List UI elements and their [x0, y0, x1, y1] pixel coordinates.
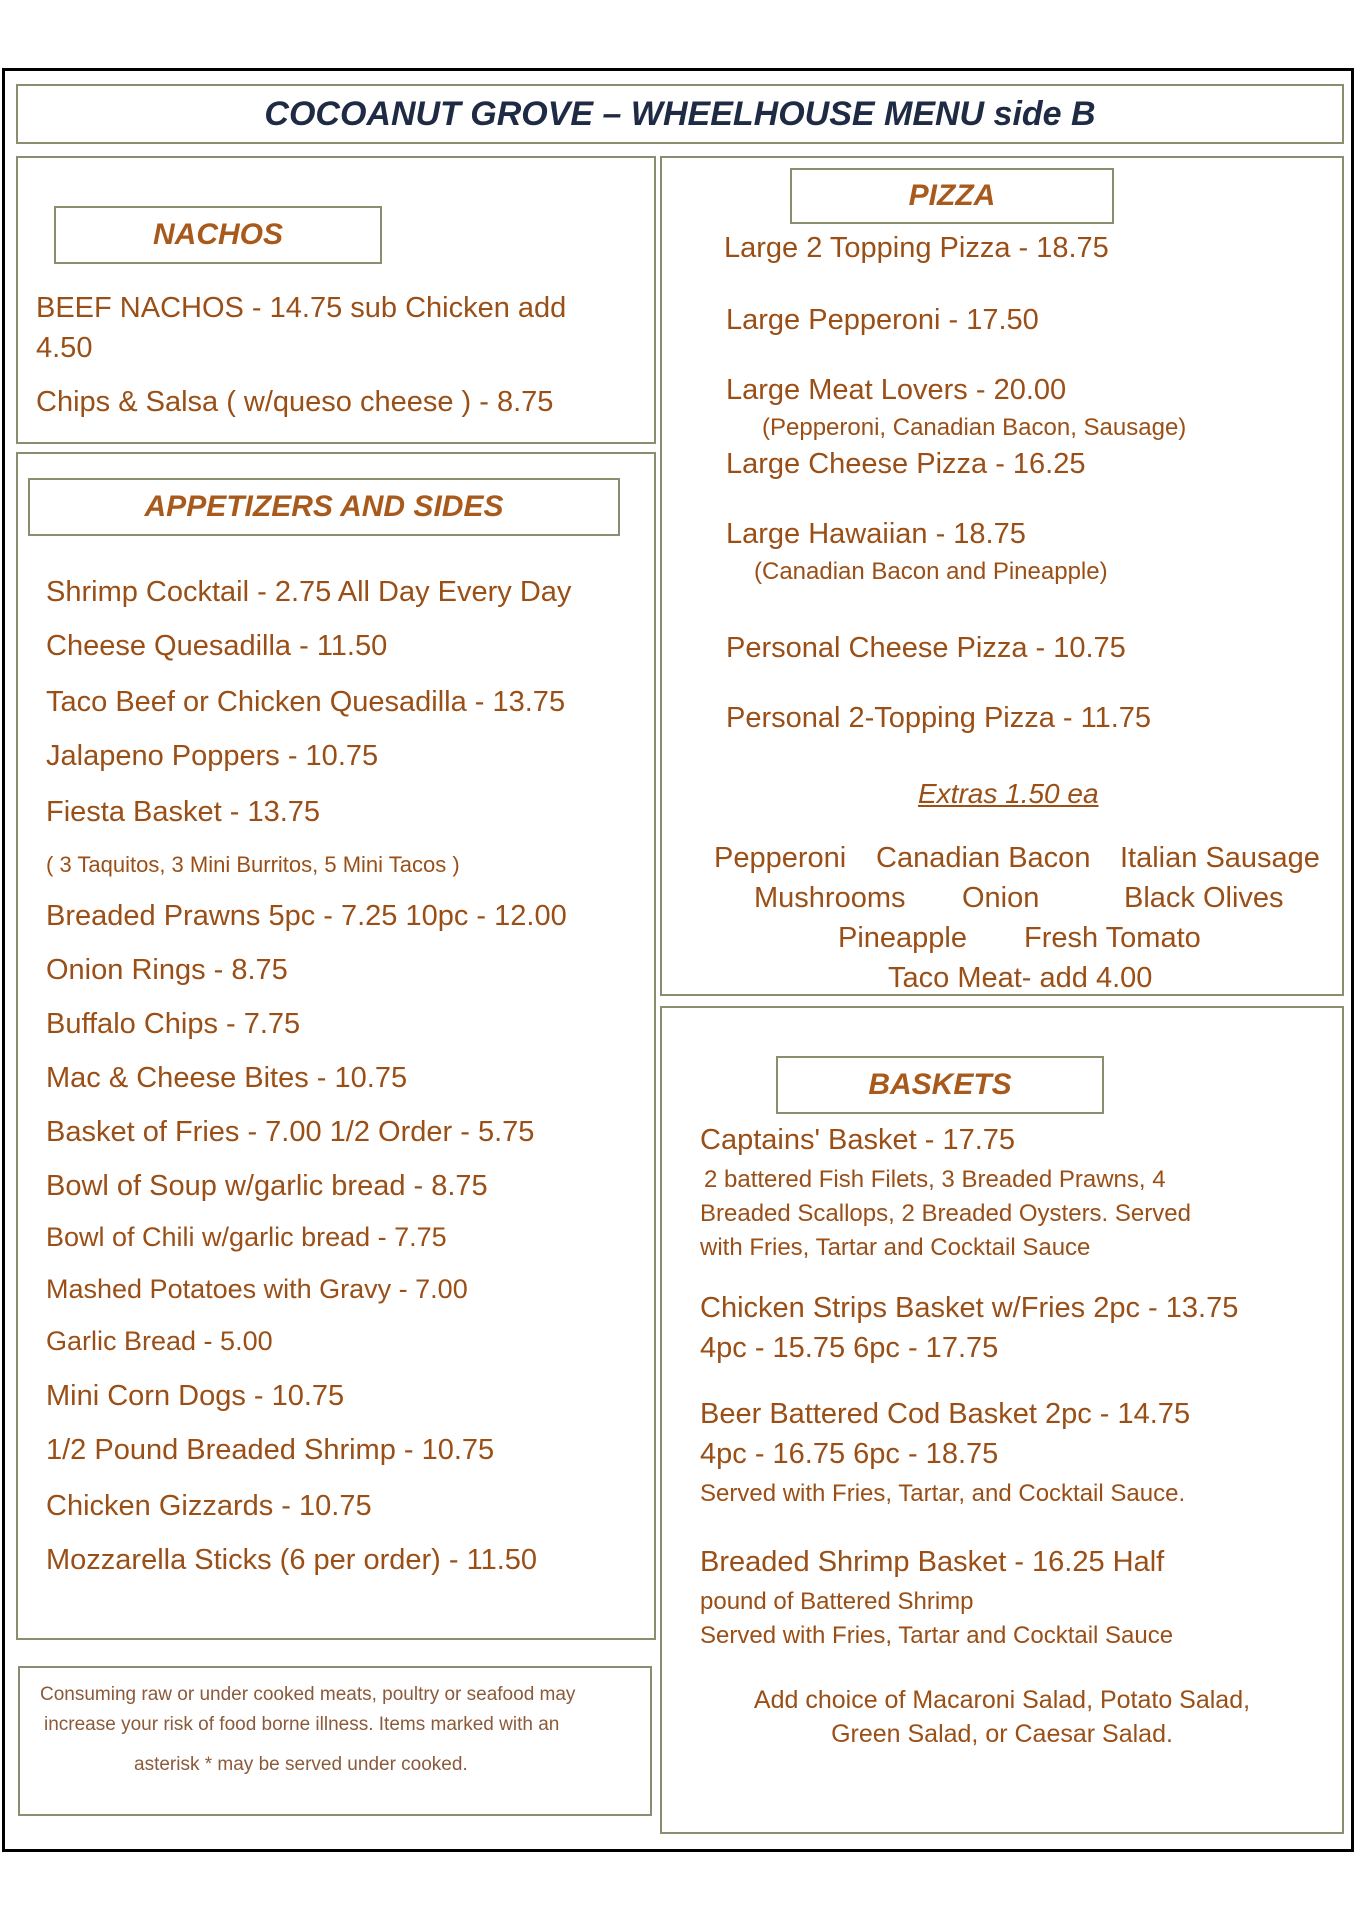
notice-line: asterisk * may be served under cooked.	[134, 1754, 468, 1775]
pizza-item-detail: (Pepperoni, Canadian Bacon, Sausage)	[762, 414, 1187, 441]
appetizer-item: Mozzarella Sticks (6 per order) - 11.50	[46, 1544, 538, 1576]
basket-item: 4pc - 16.75 6pc - 18.75	[700, 1438, 999, 1470]
appetizer-item: Buffalo Chips - 7.75	[46, 1008, 301, 1040]
basket-item-detail: pound of Battered Shrimp	[700, 1588, 974, 1615]
appetizer-item: Mashed Potatoes with Gravy - 7.00	[46, 1274, 468, 1304]
appetizer-item: Mini Corn Dogs - 10.75	[46, 1380, 345, 1412]
pizza-item: Large 2 Topping Pizza - 18.75	[724, 232, 1109, 264]
pizza-item: Personal 2-Topping Pizza - 11.75	[726, 702, 1152, 734]
salad-choice-note: Green Salad, or Caesar Salad.	[831, 1720, 1173, 1748]
appetizer-item: Chicken Gizzards - 10.75	[46, 1490, 372, 1522]
appetizer-item: Onion Rings - 8.75	[46, 954, 288, 986]
basket-item: Captains' Basket - 17.75	[700, 1124, 1016, 1156]
basket-item-detail: Served with Fries, Tartar, and Cocktail Sauce.	[700, 1480, 1186, 1507]
appetizer-item: Bowl of Chili w/garlic bread - 7.75	[46, 1222, 447, 1252]
appetizer-item: Breaded Prawns 5pc - 7.25 10pc - 12.00	[46, 900, 567, 932]
topping: Taco Meat- add 4.00	[888, 962, 1153, 994]
pizza-item: Large Hawaiian - 18.75	[726, 518, 1026, 550]
appetizer-item: Shrimp Cocktail - 2.75 All Day Every Day	[46, 576, 572, 608]
beef-nachos-item-cont: 4.50	[36, 332, 93, 364]
topping: Black Olives	[1124, 882, 1284, 914]
topping: Canadian Bacon	[876, 842, 1091, 874]
topping: Italian Sausage	[1120, 842, 1320, 874]
basket-item: Chicken Strips Basket w/Fries 2pc - 13.75	[700, 1292, 1239, 1324]
appetizer-item: 1/2 Pound Breaded Shrimp - 10.75	[46, 1434, 495, 1466]
beef-nachos-item: BEEF NACHOS - 14.75 sub Chicken add	[36, 292, 567, 324]
pizza-item: Personal Cheese Pizza - 10.75	[726, 632, 1126, 664]
pizza-extras-label: Extras 1.50 ea	[918, 778, 1099, 809]
pizza-item: Large Pepperoni - 17.50	[726, 304, 1039, 336]
appetizer-item-detail: ( 3 Taquitos, 3 Mini Burritos, 5 Mini Tacos )	[46, 852, 460, 877]
appetizer-item: Taco Beef or Chicken Quesadilla - 13.75	[46, 686, 566, 718]
topping: Pineapple	[838, 922, 967, 954]
appetizer-item: Cheese Quesadilla - 11.50	[46, 630, 388, 662]
topping: Onion	[962, 882, 1040, 914]
menu-title: COCOANUT GROVE – WHEELHOUSE MENU side B	[16, 84, 1344, 144]
chips-salsa-item: Chips & Salsa ( w/queso cheese ) - 8.75	[36, 386, 554, 418]
basket-item: Breaded Shrimp Basket - 16.25 Half	[700, 1546, 1165, 1578]
pizza-item: Large Meat Lovers - 20.00	[726, 374, 1067, 406]
basket-item-detail: Served with Fries, Tartar and Cocktail Sauce	[700, 1622, 1174, 1649]
topping: Mushrooms	[754, 882, 906, 914]
basket-item-detail: with Fries, Tartar and Cocktail Sauce	[700, 1234, 1091, 1261]
nachos-heading: NACHOS	[54, 206, 382, 264]
appetizer-item: Garlic Bread - 5.00	[46, 1326, 273, 1356]
basket-item: Beer Battered Cod Basket 2pc - 14.75	[700, 1398, 1191, 1430]
topping: Pepperoni	[714, 842, 847, 874]
basket-item-detail: Breaded Scallops, 2 Breaded Oysters. Served	[700, 1200, 1191, 1227]
topping: Fresh Tomato	[1024, 922, 1201, 954]
salad-choice-note: Add choice of Macaroni Salad, Potato Salad,	[753, 1686, 1251, 1714]
pizza-heading: PIZZA	[790, 168, 1114, 224]
notice-line: Consuming raw or under cooked meats, poultry or seafood may	[40, 1684, 576, 1705]
appetizers-heading: APPETIZERS AND SIDES	[28, 478, 620, 536]
baskets-heading: BASKETS	[776, 1056, 1104, 1114]
appetizer-item: Fiesta Basket - 13.75	[46, 796, 321, 828]
basket-item-detail: 2 battered Fish Filets, 3 Breaded Prawns, 4	[704, 1166, 1166, 1193]
appetizer-item: Jalapeno Poppers - 10.75	[46, 740, 379, 772]
pizza-item-detail: (Canadian Bacon and Pineapple)	[754, 558, 1108, 585]
basket-item: 4pc - 15.75 6pc - 17.75	[700, 1332, 999, 1364]
notice-line: increase your risk of food borne illness. Items marked with an	[44, 1714, 560, 1735]
appetizer-item: Basket of Fries - 7.00 1/2 Order - 5.75	[46, 1116, 535, 1148]
appetizer-item: Bowl of Soup w/garlic bread - 8.75	[46, 1170, 488, 1202]
appetizer-item: Mac & Cheese Bites - 10.75	[46, 1062, 408, 1094]
pizza-item: Large Cheese Pizza - 16.25	[726, 448, 1086, 480]
